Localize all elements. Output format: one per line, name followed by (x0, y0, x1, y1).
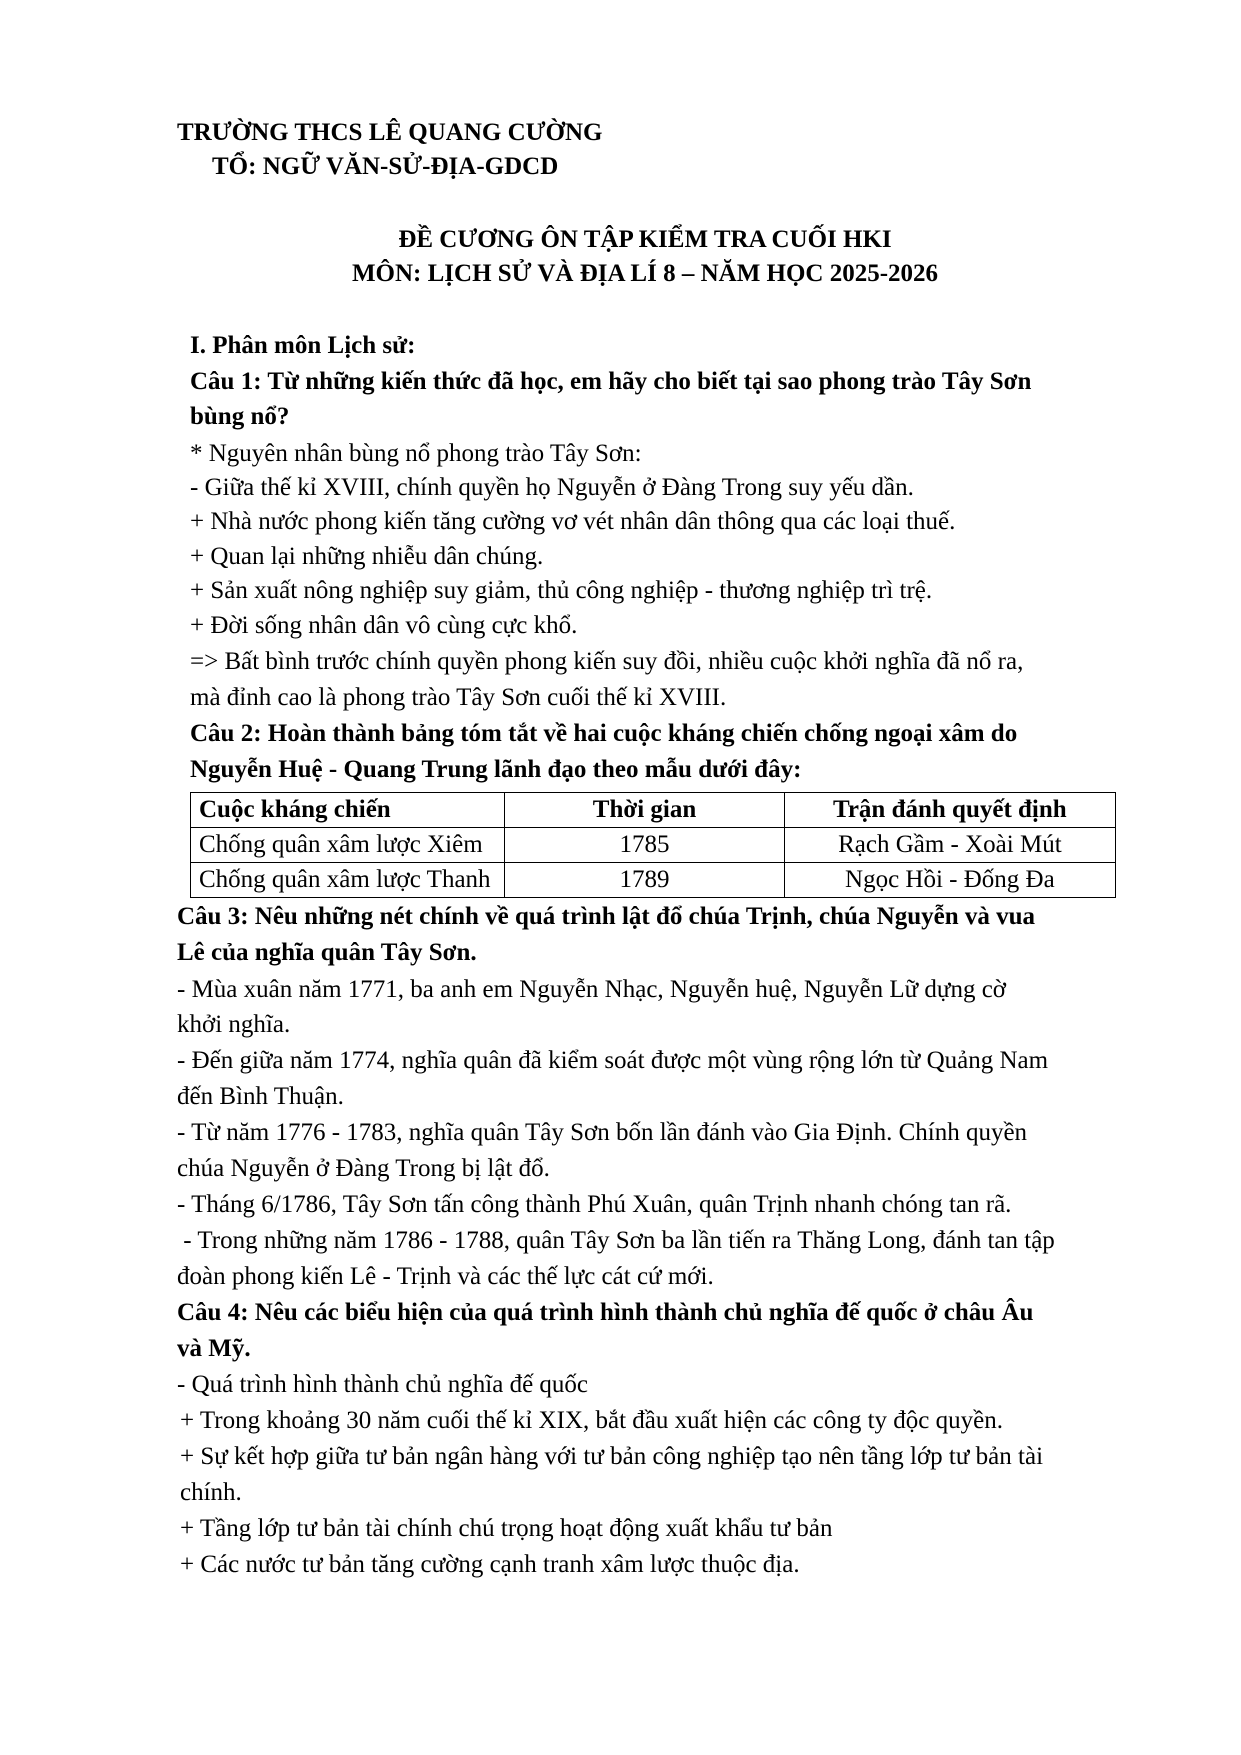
question-4-answer-line: + Trong khoảng 30 năm cuối thế kỉ XIX, bắt đầu xuất hiện các công ty độc quyền. (180, 1407, 1003, 1434)
question-3-answer-line: chúa Nguyễn ở Đàng Trong bị lật đổ. (177, 1155, 550, 1182)
table-header-cell: Cuộc kháng chiến (191, 793, 505, 828)
question-1-answer-line: * Nguyên nhân bùng nổ phong trào Tây Sơn: (190, 440, 642, 467)
table-cell: 1789 (505, 863, 784, 898)
section-heading-history: I. Phân môn Lịch sử: (190, 332, 416, 359)
question-1-answer-line: + Nhà nước phong kiến tăng cường vơ vét nhân dân thông qua các loại thuế. (190, 508, 956, 535)
question-4-title-line1: Câu 4: Nêu các biểu hiện của quá trình hình thành chủ nghĩa đế quốc ở châu Âu (177, 1299, 1034, 1326)
question-3-answer-line: đến Bình Thuận. (177, 1083, 344, 1110)
document-title: ĐỀ CƯƠNG ÔN TẬP KIỂM TRA CUỐI HKI (398, 226, 892, 253)
table-header-cell: Trận đánh quyết định (784, 793, 1115, 828)
question-1-title-line1: Câu 1: Từ những kiến thức đã học, em hãy cho biết tại sao phong trào Tây Sơn (190, 368, 1032, 395)
question-1-answer-line: mà đỉnh cao là phong trào Tây Sơn cuối thế kỉ XVIII. (190, 684, 727, 711)
table-row (191, 863, 1116, 898)
question-4-answer-line: - Quá trình hình thành chủ nghĩa đế quốc (177, 1371, 589, 1398)
question-3-title-line2: Lê của nghĩa quân Tây Sơn. (177, 939, 477, 966)
table-row (191, 828, 1116, 863)
question-1-answer-line: - Giữa thế kỉ XVIII, chính quyền họ Nguyễn ở Đàng Trong suy yếu dần. (190, 474, 914, 501)
question-3-title-line1: Câu 3: Nêu những nét chính về quá trình lật đổ chúa Trịnh, chúa Nguyễn và vua (177, 903, 1036, 930)
question-3-answer-line: - Mùa xuân năm 1771, ba anh em Nguyễn Nhạc, Nguyễn huệ, Nguyễn Lữ dựng cờ (177, 976, 1007, 1003)
question-4-answer-line: chính. (180, 1479, 242, 1506)
question-3-answer-line: - Tháng 6/1786, Tây Sơn tấn công thành Phú Xuân, quân Trịnh nhanh chóng tan rã. (177, 1191, 1012, 1218)
subject-title: MÔN: LỊCH SỬ VÀ ĐỊA LÍ 8 – NĂM HỌC 2025-2026 (351, 260, 939, 287)
question-2-title-line1: Câu 2: Hoàn thành bảng tóm tắt về hai cuộc kháng chiến chống ngoại xâm do (190, 720, 1018, 747)
question-4-title-line2: và Mỹ. (177, 1335, 251, 1362)
question-1-answer-line: + Đời sống nhân dân vô cùng cực khổ. (190, 612, 578, 639)
question-1-title-line2: bùng nổ? (190, 403, 290, 430)
table-header-cell: Thời gian (505, 793, 784, 828)
school-name: TRƯỜNG THCS LÊ QUANG CƯỜNG (177, 119, 603, 146)
table-cell: Rạch Gầm - Xoài Mút (784, 828, 1115, 863)
question-4-answer-line: + Các nước tư bản tăng cường cạnh tranh xâm lược thuộc địa. (180, 1551, 800, 1578)
question-1-answer-line: + Quan lại những nhiễu dân chúng. (190, 543, 544, 570)
question-3-answer-line: - Đến giữa năm 1774, nghĩa quân đã kiểm soát được một vùng rộng lớn từ Quảng Nam (177, 1047, 1049, 1074)
question-2-title-line2: Nguyễn Huệ - Quang Trung lãnh đạo theo mẫu dưới đây: (190, 756, 802, 783)
resistance-summary-table (190, 792, 1116, 898)
question-4-answer-line: + Tầng lớp tư bản tài chính chú trọng hoạt động xuất khẩu tư bản (180, 1515, 833, 1542)
table-cell: Chống quân xâm lược Xiêm (191, 828, 505, 863)
table-cell: Chống quân xâm lược Thanh (191, 863, 505, 898)
department-name: TỔ: NGỮ VĂN-SỬ-ĐỊA-GDCD (212, 153, 559, 180)
question-1-answer-line: => Bất bình trước chính quyền phong kiến suy đồi, nhiều cuộc khởi nghĩa đã nổ ra, (190, 648, 1024, 675)
question-3-answer-line: - Trong những năm 1786 - 1788, quân Tây Sơn ba lần tiến ra Thăng Long, đánh tan tập (177, 1227, 1055, 1254)
table-cell: 1785 (505, 828, 784, 863)
question-3-answer-line: - Từ năm 1776 - 1783, nghĩa quân Tây Sơn bốn lần đánh vào Gia Định. Chính quyền (177, 1119, 1028, 1146)
question-1-answer-line: + Sản xuất nông nghiệp suy giảm, thủ công nghiệp - thương nghiệp trì trệ. (190, 577, 933, 604)
table-header-row (191, 793, 1116, 828)
question-3-answer-line: đoàn phong kiến Lê - Trịnh và các thế lực cát cứ mới. (177, 1263, 714, 1290)
table-cell: Ngọc Hồi - Đống Đa (784, 863, 1115, 898)
question-3-answer-line: khởi nghĩa. (177, 1011, 291, 1038)
question-4-answer-line: + Sự kết hợp giữa tư bản ngân hàng với tư bản công nghiệp tạo nên tầng lớp tư bản tài (180, 1443, 1044, 1470)
